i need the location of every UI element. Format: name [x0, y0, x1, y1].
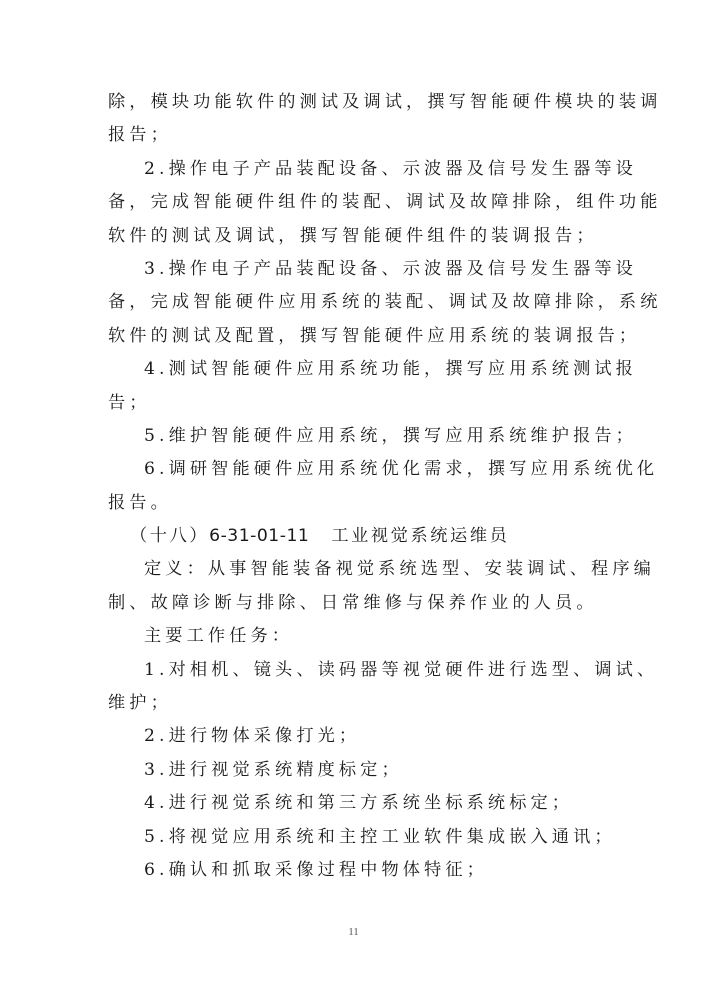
task-item: 1.对相机、镜头、读码器等视觉硬件进行选型、调试、	[144, 659, 659, 680]
text-line: 报告。	[108, 492, 172, 513]
text-line: 告；	[108, 392, 151, 413]
page-number: 11	[348, 926, 359, 938]
section-number: （十八）	[130, 526, 210, 547]
text-line: 软件的测试及调试，撰写智能硬件组件的装调报告；	[108, 225, 598, 246]
task-item: 2.进行物体采像打光；	[144, 726, 361, 747]
task-item: 6.确认和抓取采像过程中物体特征；	[144, 859, 488, 880]
task-item: 5.将视觉应用系统和主控工业软件集成嵌入通讯；	[144, 826, 616, 847]
text-line: 软件的测试及配置，撰写智能硬件应用系统的装调报告；	[108, 325, 641, 346]
definition-line: 制、故障诊断与排除、日常维修与保养作业的人员。	[108, 592, 598, 613]
section-title: 工业视觉系统运维员	[331, 526, 510, 547]
list-item: 5.维护智能硬件应用系统，撰写应用系统维护报告；	[144, 425, 637, 446]
task-item-continuation: 维护；	[108, 693, 172, 714]
text-line: 除，模块功能软件的测试及调试，撰写智能硬件模块的装调	[108, 92, 662, 112]
tasks-label: 主要工作任务：	[144, 626, 294, 647]
definition-line: 定义：从事智能装备视觉系统选型、安装调试、程序编	[144, 559, 655, 580]
task-item: 3.进行视觉系统精度标定；	[144, 759, 403, 780]
document-page	[108, 86, 662, 887]
text-line: 备，完成智能硬件应用系统的装配、调试及故障排除，系统	[108, 292, 662, 313]
list-item: 2.操作电子产品装配设备、示波器及信号发生器等设	[144, 158, 637, 179]
text-line: 报告；	[108, 125, 172, 146]
list-item: 3.操作电子产品装配设备、示波器及信号发生器等设	[144, 258, 637, 279]
list-item: 4.测试智能硬件应用系统功能，撰写应用系统测试报	[144, 359, 637, 380]
list-item: 6.调研智能硬件应用系统优化需求，撰写应用系统优化	[144, 459, 659, 480]
occupation-code: 6-31-01-11	[209, 526, 310, 547]
section-heading	[108, 520, 600, 553]
task-item: 4.进行视觉系统和第三方系统坐标系统标定；	[144, 793, 574, 814]
text-line: 备，完成智能硬件组件的装配、调试及故障排除，组件功能	[108, 192, 662, 213]
